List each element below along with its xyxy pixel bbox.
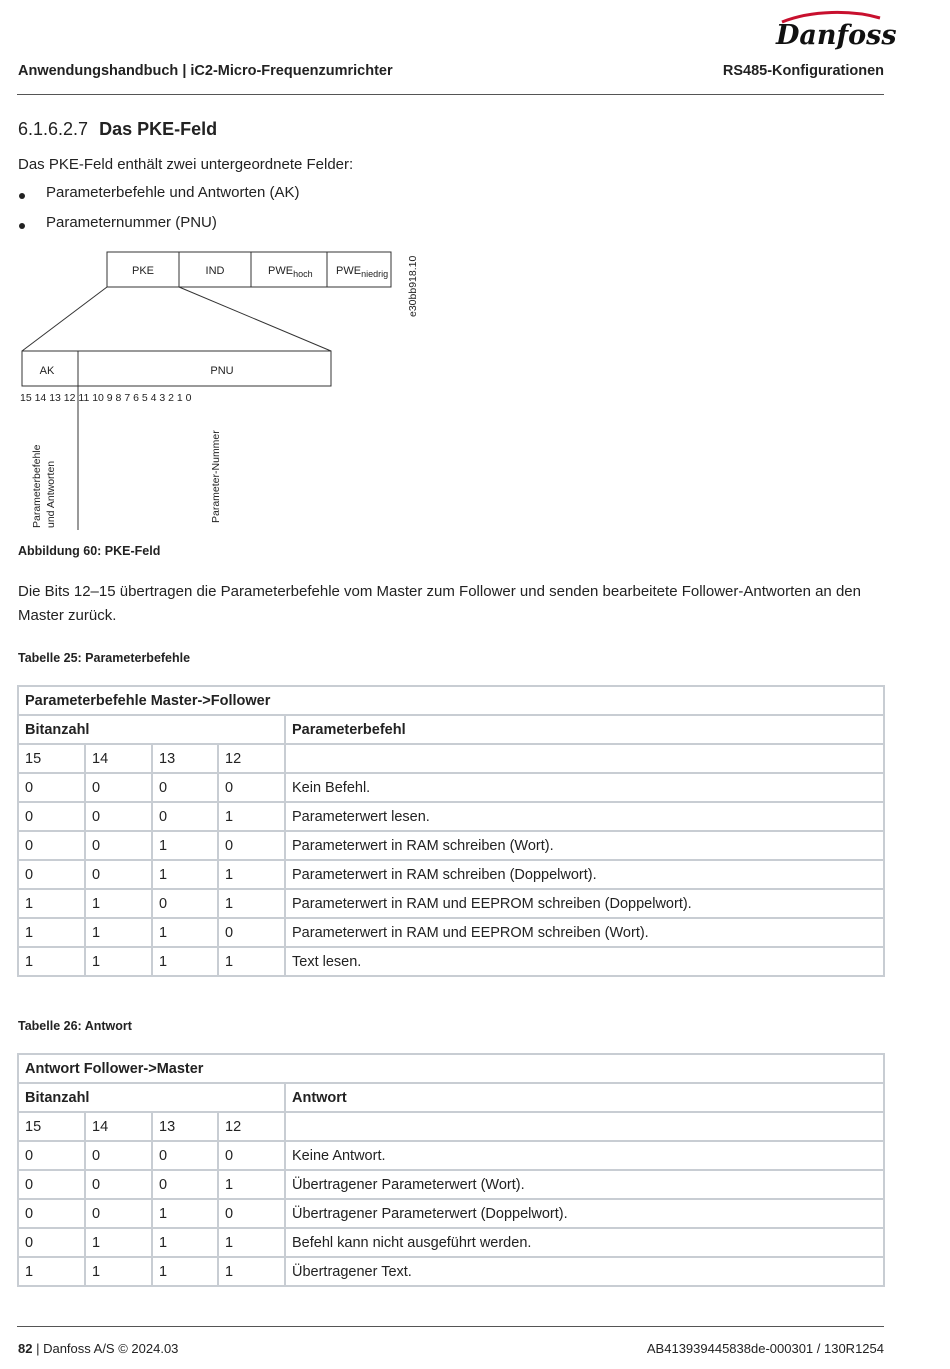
- bit-cell: 1: [218, 860, 285, 889]
- header-divider: [17, 94, 884, 95]
- empty-cell: [285, 744, 884, 773]
- bit-cell: 1: [218, 947, 285, 976]
- table-row: [18, 889, 884, 918]
- bit-cell: 0: [18, 1228, 85, 1257]
- table-title: Antwort Follower->Master: [18, 1054, 884, 1083]
- header-section: RS485-Konfigurationen: [722, 63, 884, 79]
- column-header-desc: Antwort: [285, 1083, 884, 1112]
- bullet-text: Parameterbefehle und Antworten (AK): [46, 184, 300, 201]
- pke-field-diagram: [0, 245, 440, 540]
- empty-cell: [285, 1112, 884, 1141]
- table-row: [18, 1141, 884, 1170]
- bit-cell: 1: [218, 802, 285, 831]
- table-row: [18, 918, 884, 947]
- footer-divider: [17, 1326, 884, 1327]
- bit-cell: 0: [85, 773, 152, 802]
- bit-cell: 0: [152, 773, 218, 802]
- table-row: [18, 1257, 884, 1286]
- field-pwe-niedrig: $PWE_{niedrig}$: [336, 265, 389, 279]
- bit-cell: 0: [85, 802, 152, 831]
- table-header-row: [18, 1083, 884, 1112]
- table-title: Parameterbefehle Master->Follower: [18, 686, 884, 715]
- bit-cell: 0: [85, 1170, 152, 1199]
- bit-cell: 0: [152, 802, 218, 831]
- bit-cell: 0: [18, 802, 85, 831]
- bit-cell: 0: [18, 1199, 85, 1228]
- danfoss-logo: [772, 8, 897, 52]
- bit-cell: 0: [18, 860, 85, 889]
- column-header-bits: Bitanzahl: [18, 1083, 285, 1112]
- bit-numbers: 15 14 13 12 11 10 9 8 7 6 5 4 3 2 1 0: [20, 392, 192, 404]
- desc-cell: Kein Befehl.: [285, 773, 884, 802]
- label-pnu: Parameter-Nummer: [210, 430, 222, 523]
- bit-cell: 1: [152, 860, 218, 889]
- desc-cell: Parameterwert in RAM und EEPROM schreiben (Doppelwort).: [285, 889, 884, 918]
- desc-cell: Übertragener Parameterwert (Wort).: [285, 1170, 884, 1199]
- bit-header: 14: [85, 744, 152, 773]
- bullet-dot: [19, 193, 25, 199]
- desc-cell: Text lesen.: [285, 947, 884, 976]
- bit-cell: 1: [18, 918, 85, 947]
- field-ind: IND: [205, 265, 225, 277]
- table-row: [18, 947, 884, 976]
- field-ak: AK: [39, 365, 55, 377]
- footer-doc-id: AB413939445838de-000301 / 130R1254: [646, 1341, 884, 1356]
- desc-cell: Parameterwert in RAM schreiben (Wort).: [285, 831, 884, 860]
- table-title-row: [18, 686, 884, 715]
- bit-cell: 1: [85, 918, 152, 947]
- bit-header: 12: [218, 1112, 285, 1141]
- bit-cell: 0: [18, 831, 85, 860]
- bullet-text: Parameternummer (PNU): [46, 214, 217, 231]
- intro-text: Das PKE-Feld enthält zwei untergeordnete Felder:: [18, 156, 354, 173]
- bit-header: 13: [152, 744, 218, 773]
- bit-cell: 1: [18, 947, 85, 976]
- table-row: [18, 1170, 884, 1199]
- desc-cell: Keine Antwort.: [285, 1141, 884, 1170]
- bit-cell: 0: [85, 860, 152, 889]
- bit-cell: 1: [218, 889, 285, 918]
- bit-header-row: [18, 1112, 884, 1141]
- table-header-row: [18, 715, 884, 744]
- bit-header: 15: [18, 1112, 85, 1141]
- bit-cell: 1: [152, 1257, 218, 1286]
- bit-cell: 1: [218, 1257, 285, 1286]
- bit-cell: 1: [85, 1257, 152, 1286]
- bit-cell: 0: [18, 773, 85, 802]
- desc-cell: Parameterwert in RAM schreiben (Doppelwort).: [285, 860, 884, 889]
- desc-cell: Befehl kann nicht ausgeführt werden.: [285, 1228, 884, 1257]
- figure-id: e30bb918.10: [407, 255, 419, 317]
- bit-cell: 1: [85, 947, 152, 976]
- bit-header-row: [18, 744, 884, 773]
- table-row: [18, 860, 884, 889]
- footer-left: [18, 1341, 178, 1356]
- table-antwort: [17, 1053, 885, 1287]
- bit-header: 13: [152, 1112, 218, 1141]
- bit-cell: 0: [218, 831, 285, 860]
- bit-cell: 1: [152, 1199, 218, 1228]
- table26-caption: Tabelle 26: Antwort: [18, 1019, 132, 1033]
- bit-cell: 1: [85, 889, 152, 918]
- bit-cell: 0: [218, 918, 285, 947]
- table25-caption: Tabelle 25: Parameterbefehle: [18, 651, 191, 665]
- field-pke: PKE: [131, 265, 155, 277]
- section-heading: [18, 119, 217, 140]
- figure-caption: Abbildung 60: PKE-Feld: [18, 544, 161, 558]
- table-row: [18, 802, 884, 831]
- bit-cell: 1: [218, 1170, 285, 1199]
- bit-cell: 1: [218, 1228, 285, 1257]
- bit-cell: 0: [218, 1141, 285, 1170]
- pke-detail-box: [22, 351, 331, 386]
- bit-header: 14: [85, 1112, 152, 1141]
- bit-cell: 0: [85, 831, 152, 860]
- desc-cell: Übertragener Text.: [285, 1257, 884, 1286]
- body-paragraph: Die Bits 12–15 übertragen die Parameterbefehle vom Master zum Follower und senden bearbeitete Follower-Antworten an den Master zurück.: [18, 583, 861, 624]
- label-ak-line2: und Antworten: [45, 460, 57, 528]
- field-pnu: PNU: [210, 365, 234, 377]
- section-number: 6.1.6.2.7: [18, 119, 89, 139]
- section-title: Das PKE-Feld: [99, 119, 218, 139]
- bit-cell: 1: [85, 1228, 152, 1257]
- page-number: 82: [18, 1341, 33, 1356]
- bit-cell: 0: [152, 1141, 218, 1170]
- bit-cell: 0: [152, 889, 218, 918]
- bit-header: 15: [18, 744, 85, 773]
- column-header-desc: Parameterbefehl: [285, 715, 884, 744]
- desc-cell: Parameterwert lesen.: [285, 802, 884, 831]
- table-row: [18, 773, 884, 802]
- bit-cell: 0: [152, 1170, 218, 1199]
- desc-cell: Übertragener Parameterwert (Doppelwort).: [285, 1199, 884, 1228]
- bit-cell: 0: [85, 1141, 152, 1170]
- bit-cell: 1: [18, 1257, 85, 1286]
- bit-cell: 1: [152, 1228, 218, 1257]
- bit-cell: 1: [152, 918, 218, 947]
- field-pwe-hoch: $PWE_{hoch}$: [268, 265, 313, 279]
- table-row: [18, 831, 884, 860]
- table-row: [18, 1228, 884, 1257]
- bit-cell: 0: [18, 1141, 85, 1170]
- table-title-row: [18, 1054, 884, 1083]
- bit-cell: 0: [85, 1199, 152, 1228]
- logo-text: Danfoss: [776, 20, 897, 51]
- bit-cell: 1: [152, 947, 218, 976]
- header-title: Anwendungshandbuch | iC2-Micro-Frequenzumrichter: [18, 63, 393, 79]
- column-header-bits: Bitanzahl: [18, 715, 285, 744]
- bit-cell: 0: [218, 1199, 285, 1228]
- bit-cell: 0: [18, 1170, 85, 1199]
- table-row: [18, 1199, 884, 1228]
- footer-copyright: | Danfoss A/S © 2024.03: [32, 1341, 179, 1356]
- bit-header: 12: [218, 744, 285, 773]
- bullet-dot: [19, 223, 25, 229]
- label-ak-line1: Parameterbefehle: [31, 444, 43, 528]
- desc-cell: Parameterwert in RAM und EEPROM schreiben (Wort).: [285, 918, 884, 947]
- bit-cell: 1: [152, 831, 218, 860]
- table-parameterbefehle: [17, 685, 885, 977]
- bit-cell: 1: [18, 889, 85, 918]
- bit-cell: 0: [218, 773, 285, 802]
